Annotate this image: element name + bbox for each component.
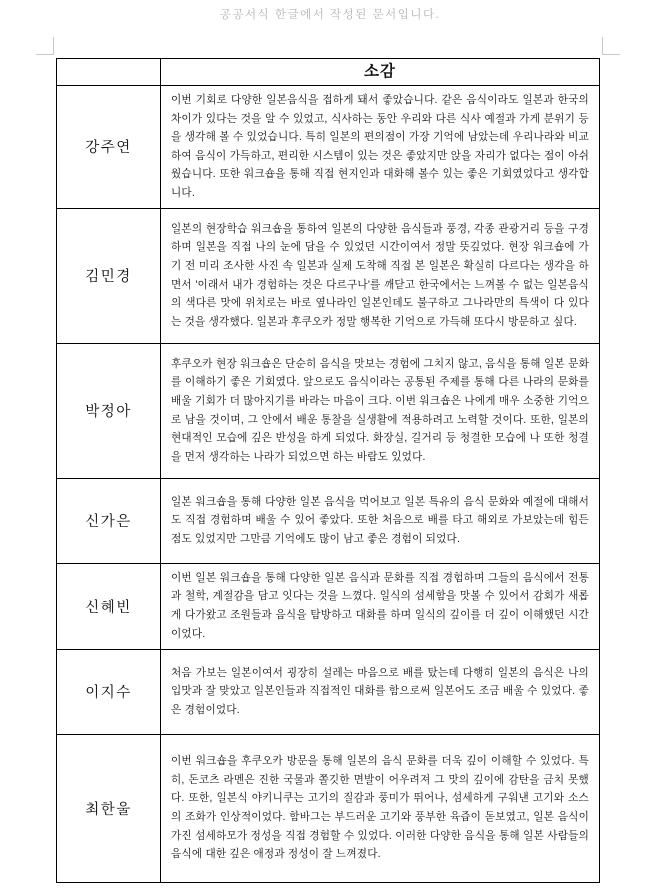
table-row [57, 734, 599, 882]
comment-text-content: 처음 가보는 일본이여서 굉장히 설레는 마음으로 배를 탔는데 다행히 일본의 음식은 나의 입맛과 잘 맞았고 일본인들과 직접적인 대화를 함으로써 일본어도 조금 배울 수 있었다. 좋은 경험이었다. [171, 666, 589, 716]
table-row [57, 343, 599, 478]
table-header-title: 소감 [364, 62, 396, 80]
table-row [57, 563, 599, 649]
table-row [57, 478, 599, 563]
comment-text [161, 344, 599, 478]
respondent-name: 박정아 [57, 344, 161, 478]
comment-text-content: 이번 기회로 다양한 일본음식을 접하게 돼서 좋았습니다. 같은 음식이라도 일본과 한국의 차이가 있다는 것을 알 수 있었고, 식사하는 동안 우리와 다른 식사 예절과 가게 분위기 등을 생각해 볼 수 있었습니다. 특히 일본의 편의점이 가장 기억에 남았는데 우리나라와 비교하여 음식이 가득하고, 편리한 시스템이 있는 것은 좋았지만 앉을 자리가 없다는 점이 아쉬웠습니다. 또한 워크숍을 통해 직접 현지인과 대화해 볼수 있는 좋은 기회였었다고 생각합니다. [171, 94, 589, 199]
comment-text [161, 479, 599, 563]
comment-text-content: 일본의 현장학습 워크숍을 통하여 일본의 다양한 음식들과 풍경, 각종 관광거리 등을 구경하며 일본을 직접 나의 눈에 담을 수 있었던 시간이여서 정말 뜻깊었다. 현장 워크숍에 가기 전 미리 조사한 사진 속 일본과 실제 도착해 직접 본 일본은 확실히 다르다는 생각을 하면서 '이래서 내가 경험하는 것은 다르구나'를 깨닫고 한국에서는 느껴볼 수 없는 일본음식의 색다른 맛에 위치로는 바로 옆나라인 일본인데도 불구하고 그나라만의 특색이 다 있다는 것을 생각했다. 일본과 후쿠오카 정말 행복한 기억으로 가득해 또다시 방문하고 싶다. [171, 222, 589, 328]
table-row [57, 649, 599, 734]
respondent-name: 김민경 [57, 209, 161, 343]
comment-text-content: 이번 일본 워크숍을 통해 다양한 일본 음식과 문화를 직접 경험하며 그들의 음식에서 전통과 철학, 계절감을 담고 잇다는 것을 느꼈다. 일식의 섬세함을 맛볼 수 있어서 감회가 새롭게 다가왔고 조원들과 음식을 탐방하고 대화를 하며 일식의 깊이를 더 깊이 이해했던 시간이었다. [171, 571, 589, 640]
comment-text [161, 564, 599, 649]
comment-text [161, 650, 599, 734]
comment-text [161, 735, 599, 882]
comment-text-content: 일본 워크숍을 통해 다양한 일본 음식을 먹어보고 일본 특유의 음식 문화와 예절에 대해서도 직접 경험하며 배울 수 있어 좋았다. 또한 처음으로 배를 타고 해외로 가보았는데 힘든점도 있었지만 그만큼 기억에도 많이 남고 좋은 경험이 되었다. [171, 495, 589, 545]
comment-text-content: 후쿠오카 현장 워크숍은 단순히 음식을 맛보는 경험에 그치지 않고, 음식을 통해 일본 문화를 이해하기 좋은 기회였다. 앞으로도 음식이라는 공통된 주제를 통해 다른 나라의 문화를 배울 기회가 더 많아지기를 바라는 마음이 크다. 이번 워크숍은 나에게 매우 소중한 기억으로 남을 것이며, 그 안에서 배운 통찰을 실생활에 적용하려고 노력할 것이다. 또한, 일본의 현대적인 모습에 깊은 반성을 하게 되었다. 화장실, 길거리 등 청결한 모습에 나 또한 청결을 먼저 생각하는 나라가 되었으면 하는 바람도 있었다. [171, 357, 589, 463]
table-header-row [57, 59, 599, 85]
comment-text [161, 209, 599, 343]
comment-text [161, 86, 599, 208]
header-empty-cell [57, 59, 161, 85]
respondent-name: 최한울 [57, 735, 161, 882]
page-margin-corner-mark-left [36, 37, 54, 55]
respondent-name: 이지수 [57, 650, 161, 734]
respondent-name: 강주연 [57, 86, 161, 208]
respondent-name: 신혜빈 [57, 564, 161, 649]
respondent-name: 신가은 [57, 479, 161, 563]
table-row [57, 208, 599, 343]
page-margin-corner-mark-right [602, 37, 620, 55]
table-row [57, 85, 599, 208]
document-origin-notice: 공공서식 한글에서 작성된 문서입니다. [219, 9, 441, 21]
feedback-table [56, 58, 600, 883]
comment-text-content: 이번 워크숍을 후쿠오카 방문을 통해 일본의 음식 문화를 더욱 깊이 이해할 수 있었다. 특히, 돈코츠 라멘은 진한 국물과 쫄깃한 면발이 어우려져 그 맛의 깊이에 감탄을 금치 못했다. 또한, 일본식 야키니쿠는 고기의 질감과 풍미가 뛰어나, 섬세하게 구워낸 고기와 소스의 조화가 인상적이었다. 함바그는 부드러운 고기와 풍부한 육즙이 돋보였고, 일본 음식이 가진 섬세하모가 정성을 직접 경험할 수 있었다. 이러한 다양한 음식을 통해 일본 사람들의 음식에 대한 깊은 애정과 정성이 잘 느껴졌다. [171, 755, 589, 861]
